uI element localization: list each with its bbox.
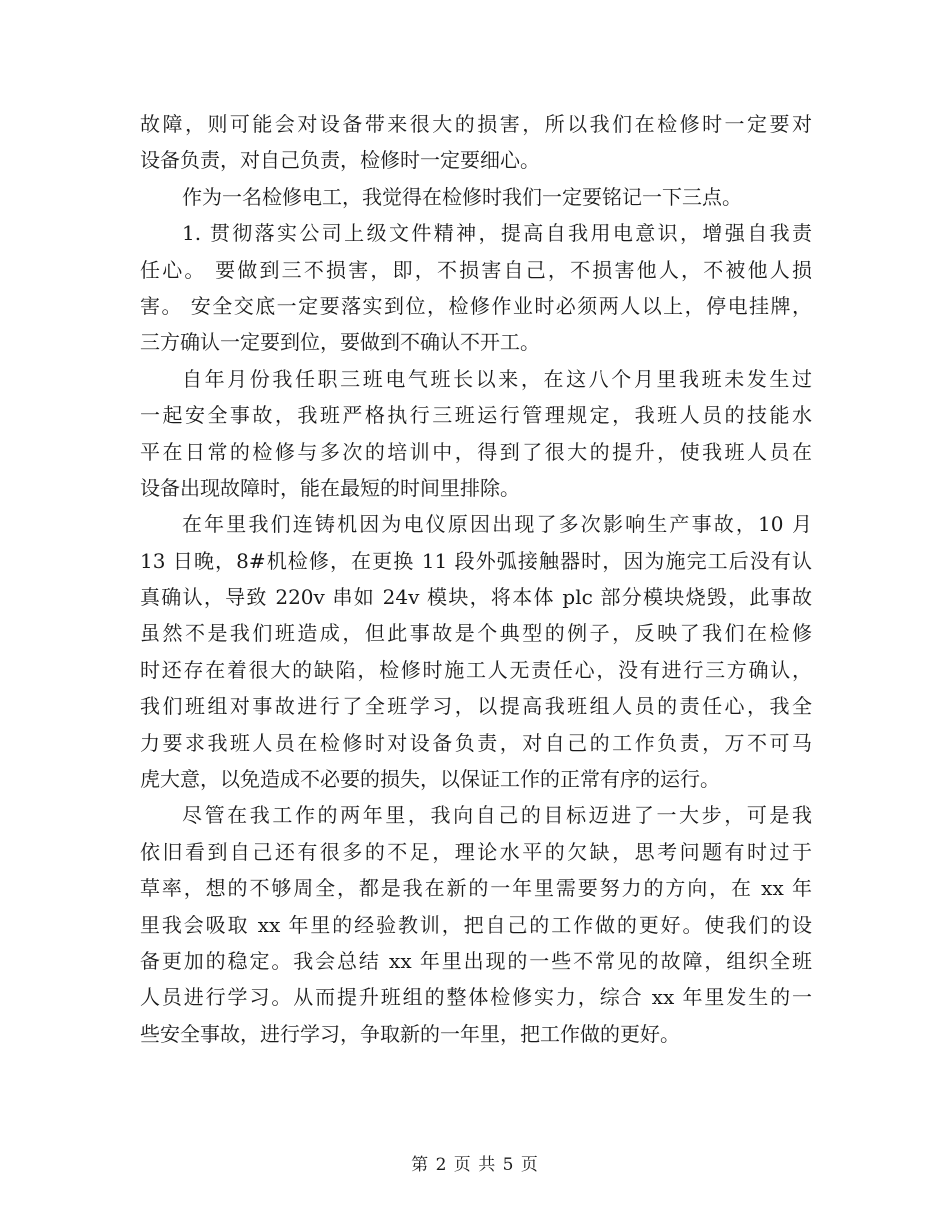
document-body: [140, 106, 812, 1052]
text-line: 一起安全事故，我班严格执行三班运行管理规定，我班人员的技能水: [140, 403, 812, 428]
text-line: 害。 安全交底一定要落实到位，检修作业时必须两人以上，停电挂牌，: [140, 293, 812, 318]
text-line: 三方确认一定要到位，要做到不确认不开工。: [140, 330, 540, 355]
text-line: 备更加的稳定。我会总结 xx 年里出现的一些不常见的故障，组织全班: [140, 948, 812, 973]
text-line: 我们班组对事故进行了全班学习，以提高我班组人员的责任心，我全: [140, 694, 812, 719]
text-line: 时还存在着很大的缺陷，检修时施工人无责任心，没有进行三方确认，: [140, 657, 812, 682]
text-line: 作为一名检修电工，我觉得在检修时我们一定要铭记一下三点。: [182, 184, 742, 209]
text-line: 真确认，导致 220v 串如 24v 模块，将本体 plc 部分模块烧毁，此事故: [140, 585, 812, 610]
text-line: 依旧看到自己还有很多的不足，理论水平的欠缺，思考问题有时过于: [140, 839, 812, 864]
page-footer: 第 2 页 共 5 页: [411, 1155, 539, 1175]
text-line: 1. 贯彻落实公司上级文件精神，提高自我用电意识，增强自我责: [182, 221, 812, 246]
text-line: 人员进行学习。从而提升班组的整体检修实力，综合 xx 年里发生的一: [140, 985, 812, 1010]
text-line: 自年月份我任职三班电气班长以来，在这八个月里我班未发生过: [182, 366, 812, 391]
text-line: 13 日晚，8#机检修，在更换 11 段外弧接触器时，因为施完工后没有认: [140, 548, 812, 573]
text-line: 虽然不是我们班造成，但此事故是个典型的例子，反映了我们在检修: [140, 621, 812, 646]
text-line: 尽管在我工作的两年里，我向自己的目标迈进了一大步，可是我: [182, 803, 812, 828]
text-line: 设备负责，对自己负责，检修时一定要细心。: [140, 148, 540, 173]
text-line: 草率，想的不够周全，都是我在新的一年里需要努力的方向，在 xx 年: [140, 876, 812, 901]
text-line: 设备出现故障时，能在最短的时间里排除。: [140, 475, 520, 500]
text-line: 故障，则可能会对设备带来很大的损害，所以我们在检修时一定要对: [140, 112, 812, 136]
text-line: 虎大意，以免造成不必要的损失，以保证工作的正常有序的运行。: [140, 767, 720, 792]
text-line: 任心。 要做到三不损害，即，不损害自己，不损害他人，不被他人损: [140, 257, 812, 282]
text-line: 在年里我们连铸机因为电仪原因出现了多次影响生产事故，10 月: [182, 512, 812, 537]
text-line: 平在日常的检修与多次的培训中，得到了很大的提升，使我班人员在: [140, 439, 812, 464]
text-line: 里我会吸取 xx 年里的经验教训，把自己的工作做的更好。使我们的设: [140, 912, 812, 937]
text-line: 些安全事故，进行学习，争取新的一年里，把工作做的更好。: [140, 1021, 680, 1046]
text-line: 力要求我班人员在检修时对设备负责，对自己的工作负责，万不可马: [140, 730, 812, 755]
